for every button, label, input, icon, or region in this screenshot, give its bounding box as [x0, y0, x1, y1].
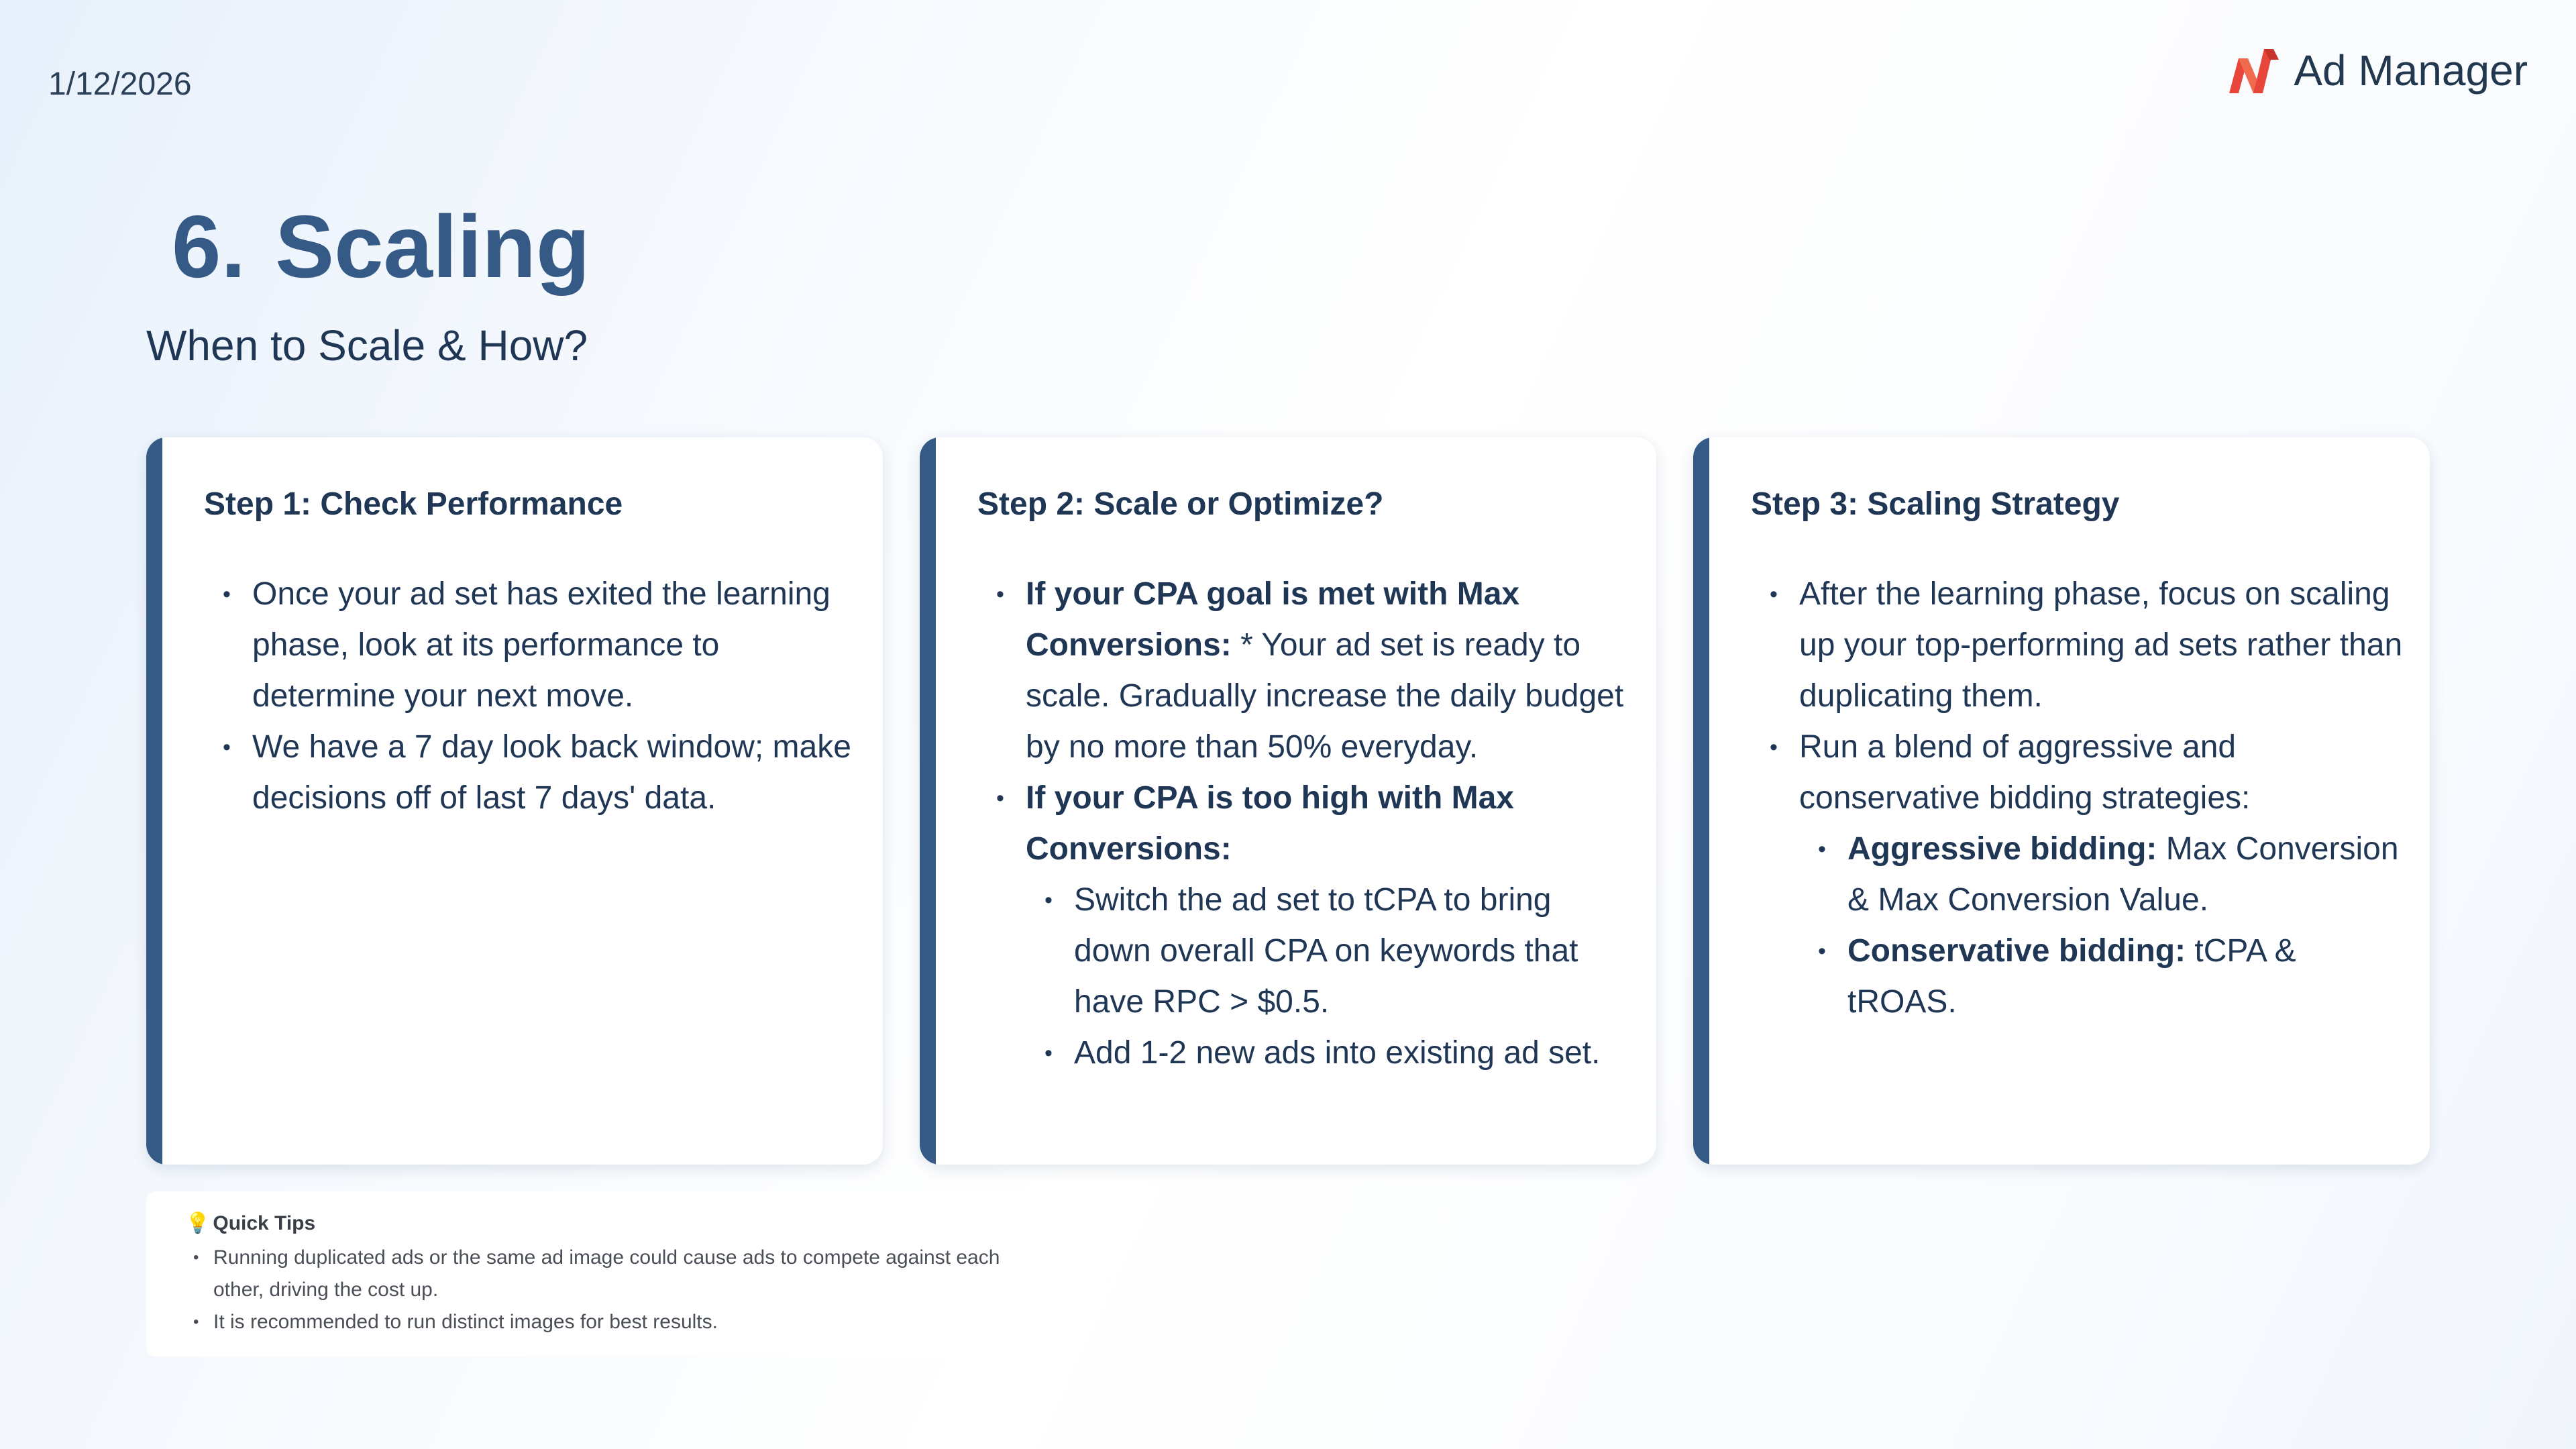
ad-manager-logo-icon	[2226, 46, 2282, 95]
list-item	[204, 722, 856, 824]
slide-number: 6.	[172, 197, 246, 296]
brand	[2226, 46, 2528, 95]
sub-bullet-list	[1799, 824, 2403, 1028]
bullet-text: Add 1-2 new ads into existing ad set.	[1074, 1035, 1601, 1071]
quick-tips-title-text: Quick Tips	[213, 1212, 316, 1234]
bullet-list	[204, 569, 856, 824]
step-card-title: Step 1: Check Performance	[204, 486, 623, 522]
bullet-text: We have a 7 day look back window; make decisions off of last 7 days' data.	[252, 729, 851, 816]
bullet-text: Run a blend of aggressive and conservative bidding strategies:	[1799, 729, 2251, 816]
bullet-text: Once your ad set has exited the learning phase, look at its performance to determine your next move.	[252, 576, 830, 714]
bullet-list	[1751, 569, 2403, 1028]
list-item	[977, 569, 1629, 773]
step-card-title: Step 3: Scaling Strategy	[1751, 486, 2120, 522]
list-item	[1751, 722, 2403, 1028]
list-item	[204, 569, 856, 722]
step-card-2	[920, 437, 1656, 1165]
bullet-text: * Your ad set is ready to scale. Gradually increase the daily budget by no more than 50% everyday.	[1026, 627, 1624, 765]
date-label: 1/12/2026	[48, 66, 192, 102]
bullet-text: After the learning phase, focus on scaling up your top-performing ad sets rather than duplicating them.	[1799, 576, 2403, 714]
list-item	[1799, 926, 2403, 1028]
step-card-body	[204, 569, 856, 824]
quick-tips-box	[146, 1191, 1032, 1356]
slide-subtitle: When to Scale & How?	[146, 321, 588, 370]
list-item	[1026, 1028, 1629, 1079]
bullet-bold-text: Aggressive bidding:	[1847, 831, 2157, 867]
step-card-3	[1693, 437, 2430, 1165]
bullet-list	[977, 569, 1629, 1079]
step-card-title: Step 2: Scale or Optimize?	[977, 486, 1384, 522]
step-card-1	[146, 437, 883, 1165]
steps-cards	[146, 437, 2430, 1165]
slide-title	[172, 196, 590, 297]
list-item: • Running duplicated ads or the same ad image could cause ads to compete against each other, driving the cost up.	[185, 1242, 1008, 1306]
bullet-bold-text: Conservative bidding:	[1847, 933, 2186, 969]
sub-bullet-list	[1026, 875, 1629, 1079]
list-item	[1026, 875, 1629, 1028]
lightbulb-icon: 💡	[185, 1212, 211, 1234]
brand-name: Ad Manager	[2294, 46, 2528, 95]
list-item	[1799, 824, 2403, 926]
bullet-bold-text: If your CPA goal is met with Max Conversions:	[1026, 576, 1520, 663]
step-card-body	[977, 569, 1629, 1079]
list-item: • It is recommended to run distinct images for best results.	[185, 1306, 1008, 1338]
list-item	[977, 773, 1629, 1079]
step-card-body	[1751, 569, 2403, 1028]
quick-tips-title	[185, 1212, 1008, 1235]
list-item	[1751, 569, 2403, 722]
bullet-text: tCPA & tROAS.	[1847, 933, 2296, 1020]
bullet-bold-text: If your CPA is too high with Max Conversions:	[1026, 780, 1514, 867]
quick-tips-list	[185, 1242, 1008, 1338]
bullet-text: Switch the ad set to tCPA to bring down overall CPA on keywords that have RPC > $0.5.	[1074, 882, 1578, 1020]
bullet-text: Max Conversion & Max Conversion Value.	[1847, 831, 2399, 918]
slide-title-text: Scaling	[275, 197, 590, 296]
